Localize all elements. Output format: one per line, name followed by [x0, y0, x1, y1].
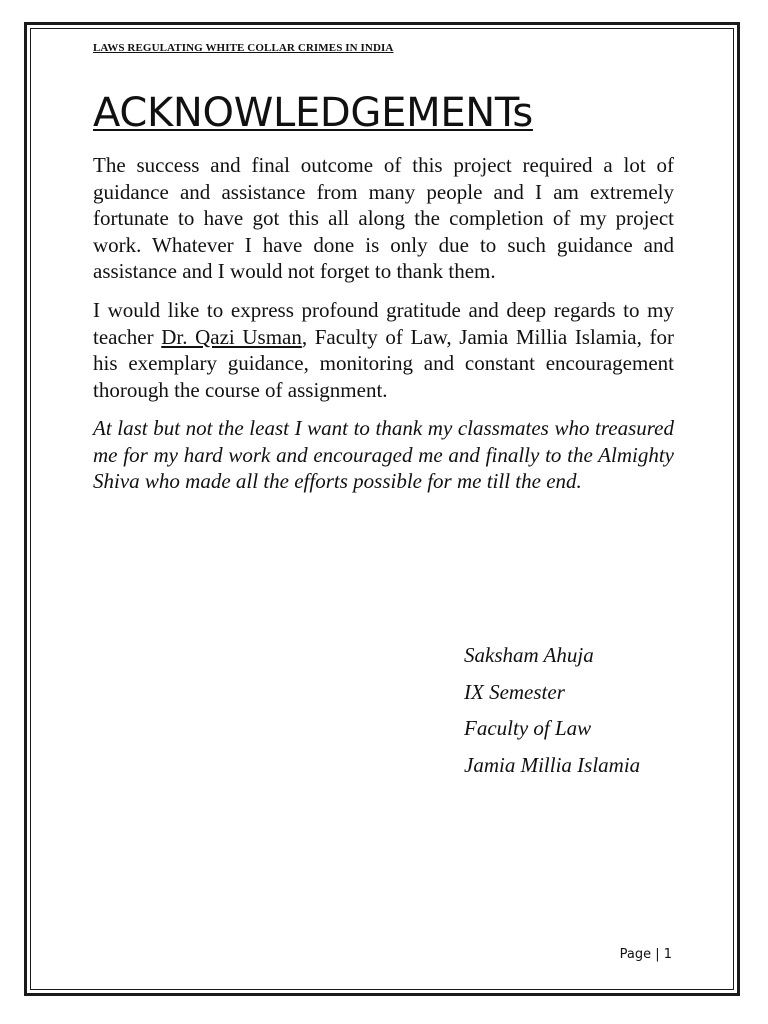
- signature-block: [464, 640, 640, 786]
- page-number: Page | 1: [619, 947, 672, 962]
- paragraph-gratitude: [93, 297, 674, 403]
- signature-semester: IX Semester: [464, 679, 565, 704]
- paragraph-gratitude-start: I would like to express profound gratitude and deep regards to my teacher: [93, 298, 674, 349]
- signature-university: Jamia Millia Islamia: [464, 752, 641, 777]
- running-header: LAWS REGULATING WHITE COLLAR CRIMES IN INDIA: [93, 42, 394, 54]
- paragraph-gratitude-end: , Faculty of Law, Jamia Millia Islamia, for his exemplary guidance, monitoring and constant encouragement thorough the course of assignment.: [93, 324, 674, 402]
- paragraph-intro: The success and final outcome of this project required a lot of guidance and assistance from many people and I am extremely fortunate to have got this all along the completion of my project work. Whatever I have done is only due to such guidance and assistance and I would not forget to thank them.: [93, 153, 674, 284]
- signature-name: Saksham Ahuja: [464, 643, 594, 667]
- page-title: ACKNOWLEDGEMENTs: [93, 90, 533, 136]
- teacher-name: Dr. Qazi Usman: [161, 324, 302, 349]
- paragraph-closing: At last but not the least I want to thank my classmates who treasured me for my hard work and encouraged me and finally to the Almighty Shiva who made all the efforts possible for me till the end.: [93, 416, 674, 494]
- signature-faculty: Faculty of Law: [464, 716, 592, 740]
